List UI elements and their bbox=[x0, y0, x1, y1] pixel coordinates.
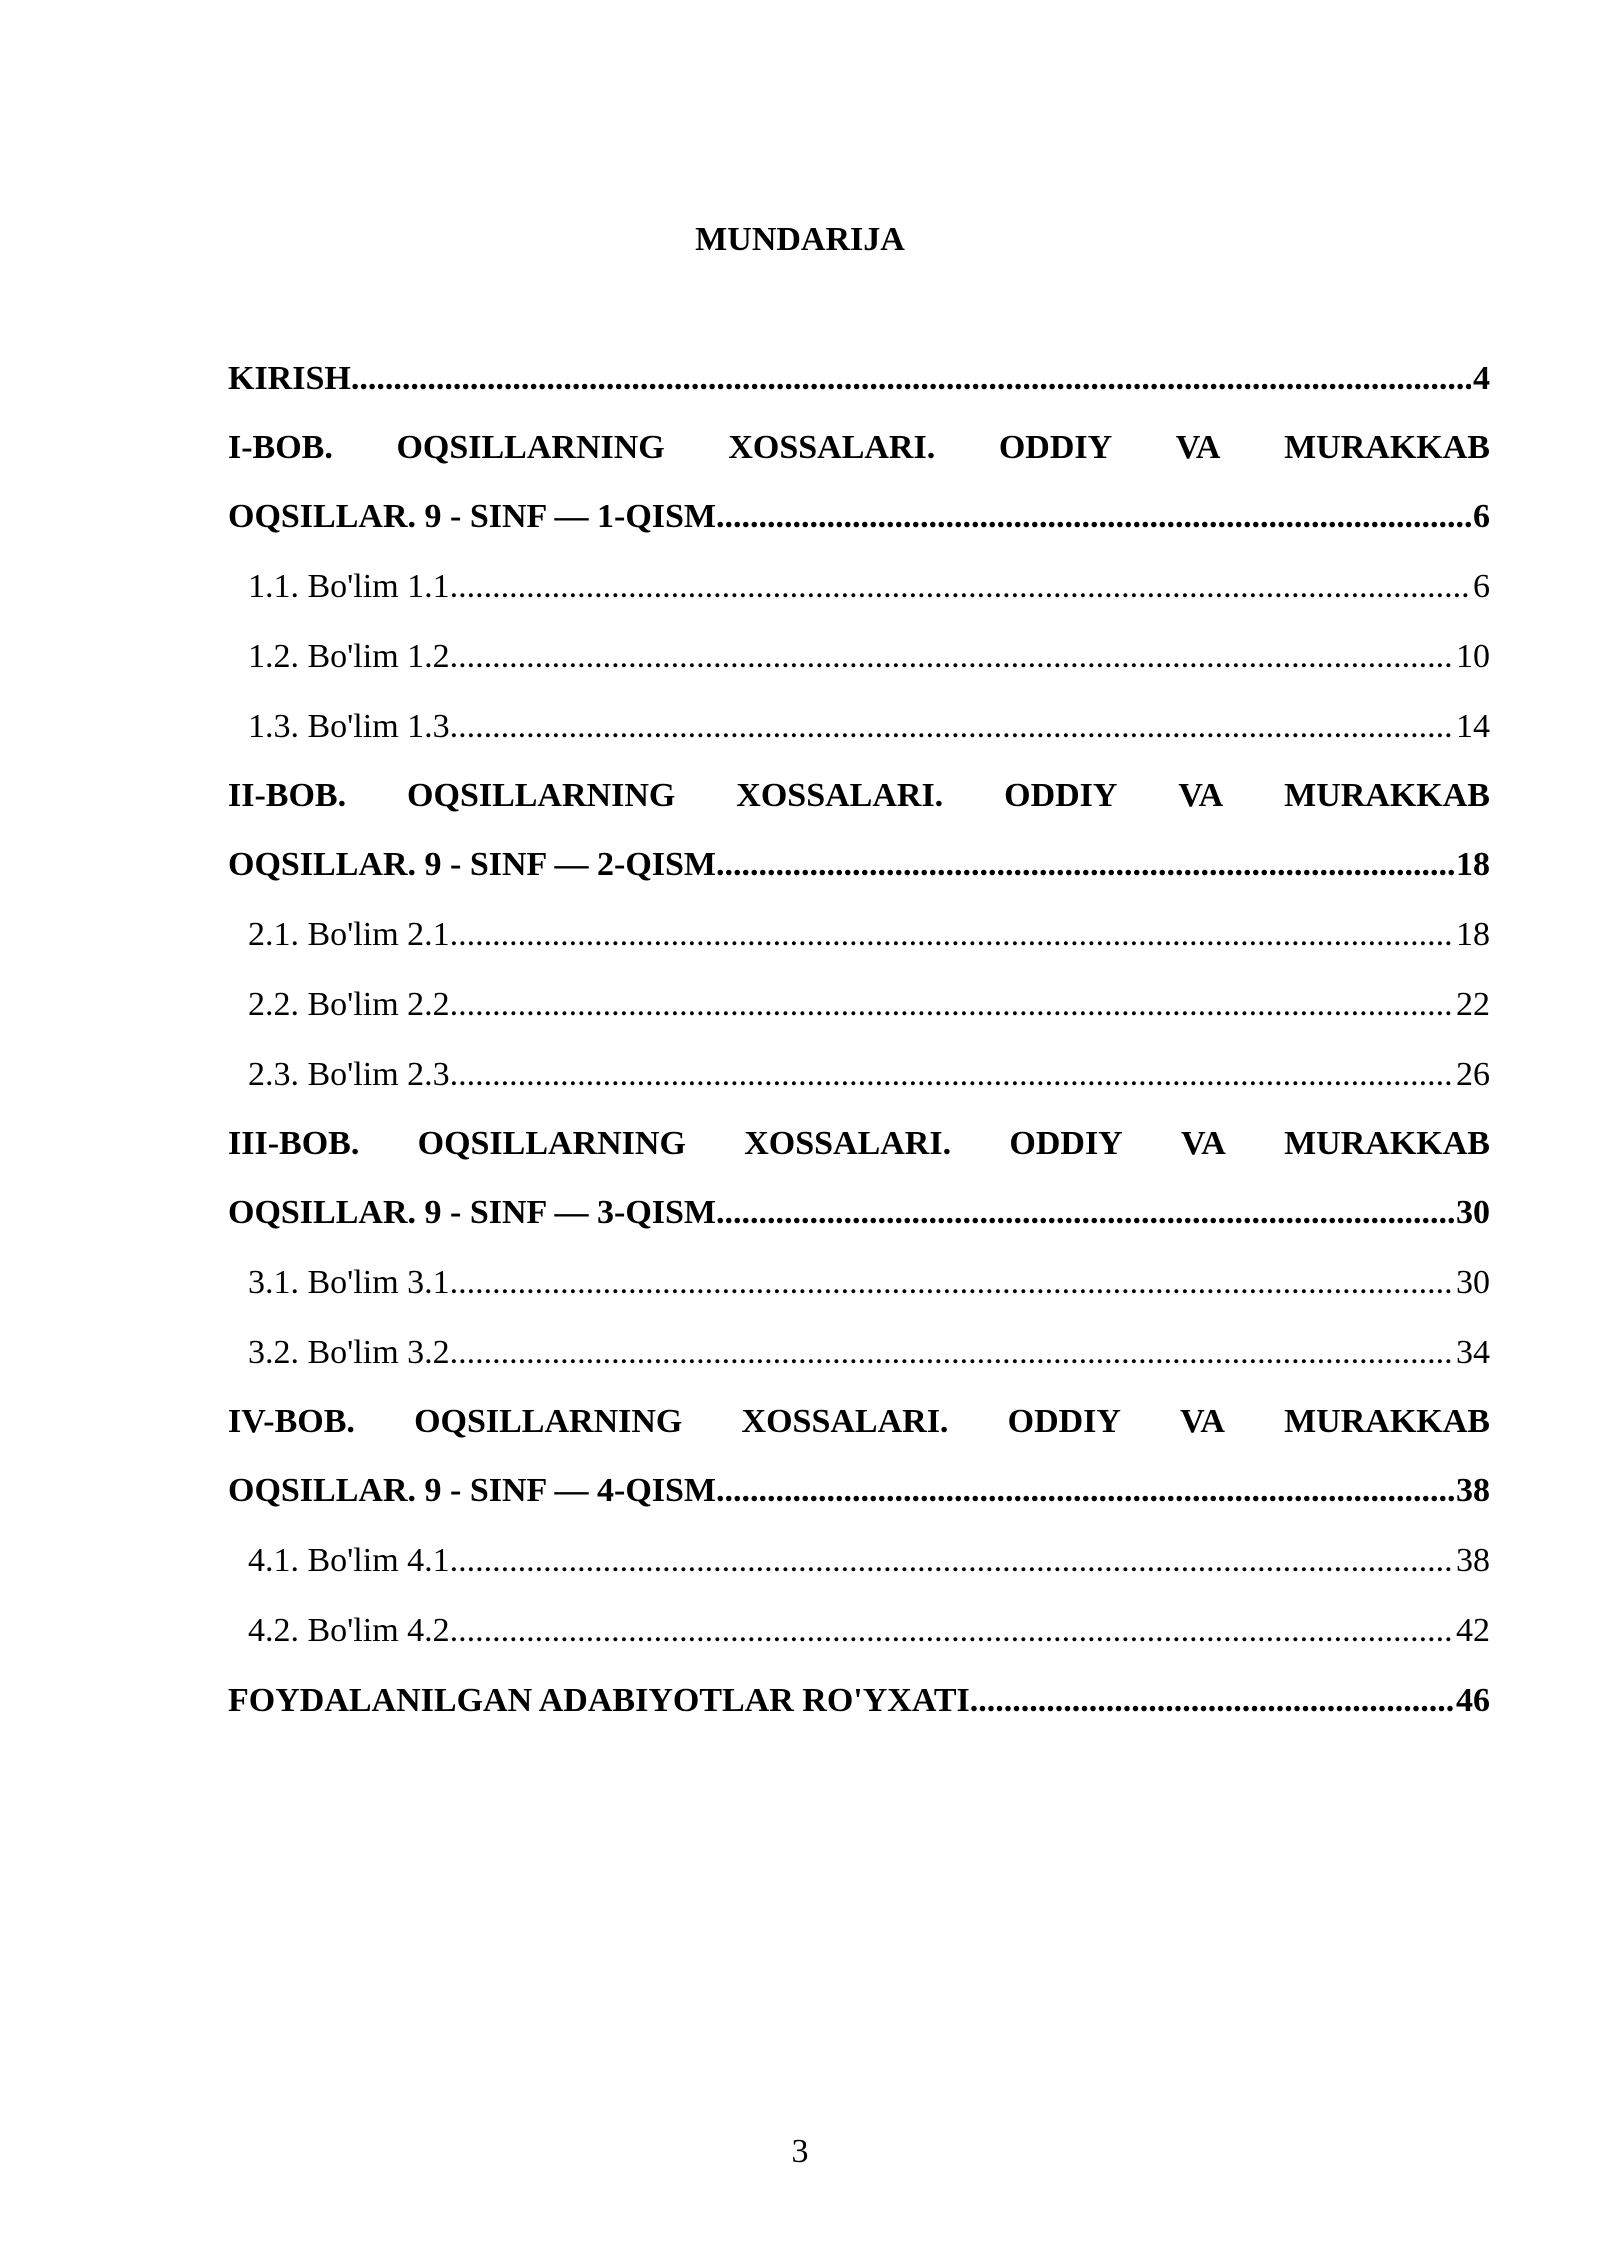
toc-entry-page: 26 bbox=[1456, 1056, 1490, 1093]
toc-section-1-2[interactable] bbox=[228, 622, 1490, 692]
toc-entry-label: 3.2. Bo'lim 3.2 bbox=[248, 1334, 450, 1371]
dot-leader bbox=[716, 830, 1454, 900]
toc-entry-page: 38 bbox=[1456, 1542, 1490, 1579]
heading-word: VA bbox=[1180, 1403, 1225, 1440]
toc-entry-label: FOYDALANILGAN ADABIYOTLAR RO'YXATI bbox=[228, 1682, 970, 1719]
toc-entry-page: 18 bbox=[1456, 846, 1490, 883]
toc-entry-page: 34 bbox=[1456, 1334, 1490, 1371]
dot-leader bbox=[970, 1666, 1454, 1736]
heading-word: VA bbox=[1181, 1125, 1226, 1162]
heading-word: MURAKKAB bbox=[1284, 1403, 1490, 1440]
dot-leader bbox=[450, 970, 1454, 1040]
toc-entry-intro[interactable] bbox=[228, 344, 1490, 414]
heading-word: OQSILLARNING bbox=[407, 777, 676, 814]
heading-word: II-BOB. bbox=[228, 777, 347, 814]
heading-word: VA bbox=[1178, 777, 1224, 814]
toc-entry-page: 46 bbox=[1456, 1682, 1490, 1719]
heading-word: OQSILLARNING bbox=[414, 1403, 683, 1440]
dot-leader bbox=[716, 1456, 1454, 1526]
toc-entry-label: KIRISH bbox=[228, 360, 351, 397]
heading-word: OQSILLARNING bbox=[417, 1125, 686, 1162]
chapter-heading-3-cont[interactable] bbox=[228, 1178, 1490, 1248]
dot-leader bbox=[450, 1596, 1454, 1666]
toc-section-2-3[interactable] bbox=[228, 1040, 1490, 1110]
toc-entry-label: 4.1. Bo'lim 4.1 bbox=[248, 1542, 450, 1579]
dot-leader bbox=[450, 622, 1454, 692]
dot-leader bbox=[450, 900, 1454, 970]
dot-leader bbox=[450, 1318, 1454, 1388]
heading-word: MURAKKAB bbox=[1284, 429, 1490, 466]
dot-leader bbox=[450, 692, 1454, 762]
dot-leader bbox=[450, 1526, 1454, 1596]
page-number: 3 bbox=[791, 2133, 809, 2170]
heading-word: ODDIY bbox=[1004, 777, 1118, 814]
toc-section-3-1[interactable] bbox=[228, 1248, 1490, 1318]
toc-section-4-2[interactable] bbox=[228, 1596, 1490, 1666]
toc-entry-page: 38 bbox=[1456, 1472, 1490, 1509]
toc-entry-label: 2.2. Bo'lim 2.2 bbox=[248, 986, 450, 1023]
dot-leader bbox=[351, 344, 1471, 414]
toc-entry-page: 18 bbox=[1456, 916, 1490, 953]
toc-entry-page: 6 bbox=[1473, 498, 1490, 535]
chapter-heading-4[interactable] bbox=[228, 1388, 1490, 1456]
dot-leader bbox=[716, 482, 1471, 552]
toc-section-3-2[interactable] bbox=[228, 1318, 1490, 1388]
heading-word: XOSSALARI. bbox=[728, 429, 936, 466]
toc-section-1-1[interactable] bbox=[228, 552, 1490, 622]
heading-word: XOSSALARI. bbox=[736, 777, 944, 814]
toc-entry-label: OQSILLAR. 9 - SINF — 1-QISM bbox=[228, 498, 717, 535]
heading-word: I-BOB. bbox=[228, 429, 333, 466]
toc-section-2-2[interactable] bbox=[228, 970, 1490, 1040]
heading-word: OQSILLARNING bbox=[396, 429, 665, 466]
toc-entry-references[interactable] bbox=[228, 1666, 1490, 1736]
heading-word: XOSSALARI. bbox=[741, 1403, 949, 1440]
toc-entry-label: 1.1. Bo'lim 1.1 bbox=[248, 568, 450, 605]
heading-word: VA bbox=[1175, 429, 1221, 466]
dot-leader bbox=[450, 1040, 1454, 1110]
chapter-heading-2-cont[interactable] bbox=[228, 830, 1490, 900]
toc-entry-page: 30 bbox=[1456, 1194, 1490, 1231]
heading-word: ODDIY bbox=[998, 429, 1113, 466]
toc-entry-label: OQSILLAR. 9 - SINF — 3-QISM bbox=[228, 1194, 717, 1231]
heading-word: XOSSALARI. bbox=[744, 1125, 952, 1162]
heading-word: MURAKKAB bbox=[1284, 1125, 1490, 1162]
heading-word: MURAKKAB bbox=[1284, 777, 1490, 814]
toc-entry-label: 1.3. Bo'lim 1.3 bbox=[248, 708, 450, 745]
toc-section-4-1[interactable] bbox=[228, 1526, 1490, 1596]
toc-entry-label: OQSILLAR. 9 - SINF — 4-QISM bbox=[228, 1472, 717, 1509]
toc-section-2-1[interactable] bbox=[228, 900, 1490, 970]
table-of-contents bbox=[228, 344, 1490, 1736]
toc-entry-label: OQSILLAR. 9 - SINF — 2-QISM bbox=[228, 846, 717, 883]
toc-entry-page: 10 bbox=[1456, 638, 1490, 675]
toc-entry-page: 6 bbox=[1473, 568, 1490, 605]
dot-leader bbox=[716, 1178, 1454, 1248]
heading-word: ODDIY bbox=[1009, 1125, 1123, 1162]
chapter-heading-1[interactable] bbox=[228, 414, 1490, 482]
dot-leader bbox=[450, 1248, 1454, 1318]
toc-section-1-3[interactable] bbox=[228, 692, 1490, 762]
chapter-heading-2[interactable] bbox=[228, 762, 1490, 830]
toc-entry-label: 1.2. Bo'lim 1.2 bbox=[248, 638, 450, 675]
toc-entry-page: 30 bbox=[1456, 1264, 1490, 1301]
toc-entry-label: 2.3. Bo'lim 2.3 bbox=[248, 1056, 450, 1093]
chapter-heading-4-cont[interactable] bbox=[228, 1456, 1490, 1526]
toc-entry-label: 4.2. Bo'lim 4.2 bbox=[248, 1612, 450, 1649]
toc-entry-label: 3.1. Bo'lim 3.1 bbox=[248, 1264, 450, 1301]
chapter-heading-3[interactable] bbox=[228, 1110, 1490, 1178]
chapter-heading-1-cont[interactable] bbox=[228, 482, 1490, 552]
toc-entry-page: 22 bbox=[1456, 986, 1490, 1023]
toc-entry-page: 14 bbox=[1456, 708, 1490, 745]
dot-leader bbox=[450, 552, 1471, 622]
toc-entry-page: 42 bbox=[1456, 1612, 1490, 1649]
page-title: MUNDARIJA bbox=[695, 221, 905, 258]
heading-word: ODDIY bbox=[1007, 1403, 1121, 1440]
heading-word: III-BOB. bbox=[228, 1125, 360, 1162]
heading-word: IV-BOB. bbox=[228, 1403, 355, 1440]
toc-entry-label: 2.1. Bo'lim 2.1 bbox=[248, 916, 450, 953]
toc-entry-page: 4 bbox=[1473, 360, 1490, 397]
